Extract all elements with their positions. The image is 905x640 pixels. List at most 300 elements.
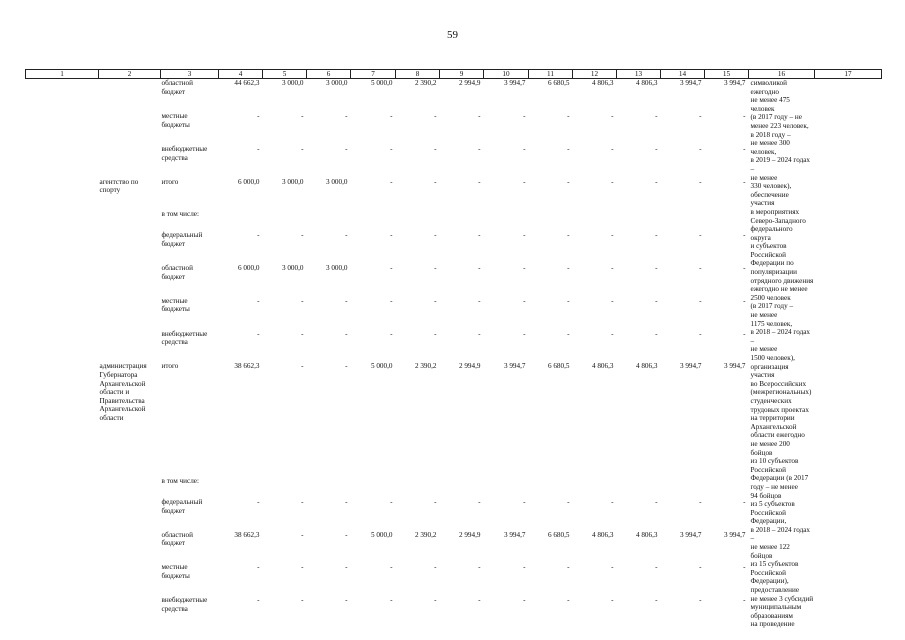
- value-cell: -: [301, 362, 304, 371]
- result-description-cell: [749, 79, 815, 630]
- budget-table: [25, 69, 882, 629]
- value-cell: 6 000,0: [237, 177, 260, 186]
- value-cell: -: [257, 144, 260, 153]
- value-cell: -: [611, 497, 614, 506]
- empty-cell: [26, 477, 99, 498]
- value-cell: 4 806,3: [591, 362, 614, 371]
- value-cell: -: [743, 112, 746, 121]
- value-cell: [484, 210, 529, 231]
- empty-cell: [26, 178, 99, 211]
- note-line: 330 человек),: [750, 182, 792, 191]
- empty-cell: [26, 531, 99, 564]
- value-cell: -: [699, 497, 702, 506]
- organization-cell: [99, 596, 161, 629]
- value-cell: -: [655, 497, 658, 506]
- value-cell: 3 994,7: [503, 79, 526, 87]
- value-cell: -: [301, 596, 304, 605]
- funding-source-cell: в том числе:: [161, 477, 199, 486]
- empty-cell: [26, 112, 99, 145]
- column-header: 2: [99, 70, 161, 79]
- value-cell: [617, 477, 661, 498]
- note-line: организация участия: [750, 362, 789, 380]
- empty-cell: [26, 210, 99, 231]
- value-cell: -: [434, 563, 437, 572]
- value-cell: -: [523, 177, 526, 186]
- value-cell: -: [390, 144, 393, 153]
- value-cell: -: [523, 296, 526, 305]
- value-cell: -: [301, 530, 304, 539]
- value-cell: -: [611, 231, 614, 240]
- empty-cell: [26, 264, 99, 297]
- value-cell: -: [390, 329, 393, 338]
- value-cell: -: [655, 264, 658, 273]
- value-cell: -: [567, 144, 570, 153]
- value-cell: -: [478, 596, 481, 605]
- column-header: 8: [396, 70, 440, 79]
- value-cell: -: [743, 329, 746, 338]
- note-line: Федерации (в 2017: [750, 474, 809, 483]
- table-row: [26, 79, 882, 113]
- value-cell: -: [390, 264, 393, 273]
- note-line: символикой ежегодно: [750, 79, 787, 96]
- note-line: из 5 субъектов: [750, 500, 795, 509]
- value-cell: -: [743, 497, 746, 506]
- funding-source-cell: внебюджетные средства: [161, 329, 208, 347]
- column-header: 12: [573, 70, 617, 79]
- value-cell: -: [611, 596, 614, 605]
- note-line: Российской: [750, 568, 786, 577]
- note-line: не менее: [750, 345, 778, 354]
- empty-cell: [26, 330, 99, 363]
- organization-cell: [99, 330, 161, 363]
- value-cell: [219, 210, 263, 231]
- value-cell: 3 994,7: [679, 362, 702, 371]
- value-cell: 3 000,0: [325, 177, 348, 186]
- value-cell: -: [390, 296, 393, 305]
- value-cell: [263, 210, 307, 231]
- value-cell: -: [390, 596, 393, 605]
- value-cell: -: [478, 329, 481, 338]
- value-cell: [617, 210, 661, 231]
- value-cell: -: [523, 596, 526, 605]
- note-line: (в 2017 году –: [750, 302, 794, 311]
- value-cell: [440, 210, 484, 231]
- funding-source-cell: федеральный бюджет: [161, 231, 203, 248]
- column-header: 5: [263, 70, 307, 79]
- value-cell: -: [699, 296, 702, 305]
- empty-cell: [26, 362, 99, 477]
- value-cell: 4 806,3: [635, 79, 658, 87]
- organization-cell: агентство по спорту: [99, 177, 139, 195]
- empty-cell: [26, 79, 99, 113]
- funding-source-cell: итого: [161, 177, 179, 186]
- value-cell: [529, 477, 573, 498]
- value-cell: -: [743, 596, 746, 605]
- value-cell: -: [699, 144, 702, 153]
- organization-cell: [99, 477, 161, 498]
- value-cell: -: [567, 497, 570, 506]
- empty-cell: [26, 596, 99, 629]
- value-cell: -: [434, 177, 437, 186]
- value-cell: -: [257, 596, 260, 605]
- organization-cell: [99, 297, 161, 330]
- column-header: 6: [307, 70, 351, 79]
- note-line: студенческих: [750, 396, 792, 405]
- value-cell: -: [611, 264, 614, 273]
- column-header: 7: [351, 70, 396, 79]
- value-cell: -: [567, 231, 570, 240]
- organization-cell: [99, 231, 161, 264]
- value-cell: -: [434, 329, 437, 338]
- note-line: в 2019 – 2024 годах –: [750, 156, 811, 173]
- value-cell: -: [434, 497, 437, 506]
- value-cell: -: [301, 231, 304, 240]
- column-header: 17: [815, 70, 882, 79]
- note-line: Северо-Западного: [750, 216, 806, 225]
- table-header-row: [26, 70, 882, 79]
- value-cell: [351, 477, 396, 498]
- note-line: не менее 475 человек: [750, 96, 790, 113]
- value-cell: [396, 210, 440, 231]
- note-line: федерального округа: [750, 225, 793, 242]
- value-cell: -: [390, 497, 393, 506]
- value-cell: 38 662,3: [234, 530, 260, 539]
- value-cell: [705, 210, 749, 231]
- value-cell: -: [655, 296, 658, 305]
- value-cell: 3 994,7: [679, 530, 702, 539]
- value-cell: [661, 210, 705, 231]
- value-cell: -: [345, 329, 348, 338]
- value-cell: 2 994,9: [458, 79, 481, 87]
- column-header: 1: [26, 70, 99, 79]
- value-cell: -: [434, 112, 437, 121]
- value-cell: -: [301, 563, 304, 572]
- note-line: предоставление: [750, 586, 800, 595]
- value-cell: -: [345, 596, 348, 605]
- value-cell: -: [478, 563, 481, 572]
- note-line: менее 223 человек,: [750, 121, 809, 130]
- value-cell: -: [743, 563, 746, 572]
- value-cell: [396, 477, 440, 498]
- value-cell: -: [699, 329, 702, 338]
- note-line: обеспечение участия: [750, 190, 789, 208]
- column-header: 15: [705, 70, 749, 79]
- funding-source-cell: областной бюджет: [161, 530, 193, 548]
- value-cell: -: [567, 596, 570, 605]
- note-line: во Всероссийских: [750, 379, 807, 388]
- value-cell: [705, 477, 749, 498]
- value-cell: -: [523, 112, 526, 121]
- value-cell: -: [743, 177, 746, 186]
- note-line: не менее: [750, 173, 778, 182]
- note-line: и субъектов: [750, 242, 787, 251]
- value-cell: -: [257, 563, 260, 572]
- value-cell: -: [257, 329, 260, 338]
- value-cell: -: [523, 329, 526, 338]
- value-cell: 2 994,9: [458, 530, 481, 539]
- value-cell: 4 806,3: [591, 79, 614, 87]
- value-cell: -: [523, 264, 526, 273]
- empty-cell: [26, 231, 99, 264]
- value-cell: -: [611, 144, 614, 153]
- value-cell: -: [611, 296, 614, 305]
- funding-source-cell: в том числе:: [161, 210, 199, 219]
- value-cell: -: [257, 112, 260, 121]
- value-cell: -: [523, 497, 526, 506]
- note-line: муниципальным: [750, 603, 802, 612]
- value-cell: -: [257, 296, 260, 305]
- value-cell: -: [478, 231, 481, 240]
- value-cell: -: [345, 144, 348, 153]
- value-cell: -: [699, 231, 702, 240]
- value-cell: 3 000,0: [325, 79, 348, 87]
- funding-source-cell: федеральный бюджет: [161, 497, 203, 515]
- value-cell: -: [655, 563, 658, 572]
- note-line: (межрегиональных): [750, 388, 812, 397]
- funding-source-cell: областной бюджет: [161, 79, 193, 96]
- value-cell: 4 806,3: [635, 362, 658, 371]
- empty-cell: [815, 79, 882, 630]
- organization-cell: [99, 112, 161, 145]
- note-line: Архангельской: [750, 422, 797, 431]
- empty-cell: [26, 297, 99, 330]
- value-cell: -: [567, 112, 570, 121]
- value-cell: -: [301, 112, 304, 121]
- empty-cell: [26, 145, 99, 178]
- value-cell: 3 994,7: [679, 79, 702, 87]
- value-cell: 5 000,0: [370, 530, 393, 539]
- column-header: 10: [484, 70, 529, 79]
- value-cell: -: [699, 264, 702, 273]
- value-cell: 3 000,0: [281, 264, 304, 273]
- funding-source-cell: местные бюджеты: [161, 563, 190, 581]
- value-cell: -: [301, 497, 304, 506]
- funding-source-cell: местные бюджеты: [161, 296, 190, 314]
- value-cell: 5 000,0: [370, 79, 393, 87]
- value-cell: -: [523, 144, 526, 153]
- note-line: популяризации: [750, 268, 797, 277]
- value-cell: 38 662,3: [234, 362, 260, 371]
- value-cell: -: [345, 530, 348, 539]
- value-cell: -: [301, 296, 304, 305]
- value-cell: [573, 210, 617, 231]
- organization-cell: [99, 563, 161, 596]
- note-line: 1175 человек,: [750, 319, 793, 328]
- column-header: 13: [617, 70, 661, 79]
- value-cell: [219, 477, 263, 498]
- note-line: трудовых проектах: [750, 405, 809, 414]
- value-cell: -: [345, 296, 348, 305]
- value-cell: -: [655, 231, 658, 240]
- organization-cell: [99, 264, 161, 297]
- value-cell: -: [611, 112, 614, 121]
- value-cell: 2 994,9: [458, 362, 481, 371]
- value-cell: 4 806,3: [635, 530, 658, 539]
- note-line: в мероприятиях: [750, 207, 800, 216]
- value-cell: -: [699, 563, 702, 572]
- value-cell: -: [655, 177, 658, 186]
- value-cell: -: [611, 563, 614, 572]
- value-cell: -: [478, 264, 481, 273]
- note-line: Федерации по: [750, 259, 794, 268]
- note-line: в 2018 – 2024 годах –: [750, 525, 811, 543]
- column-header: 9: [440, 70, 484, 79]
- value-cell: 3 994,7: [503, 362, 526, 371]
- column-header: 3: [161, 70, 219, 79]
- note-line: Российской: [750, 465, 786, 474]
- value-cell: -: [345, 231, 348, 240]
- empty-cell: [26, 498, 99, 531]
- value-cell: [263, 477, 307, 498]
- value-cell: [307, 477, 351, 498]
- value-cell: [529, 210, 573, 231]
- value-cell: -: [699, 177, 702, 186]
- value-cell: [307, 210, 351, 231]
- note-line: ежегодно не менее: [750, 285, 808, 294]
- value-cell: -: [655, 144, 658, 153]
- value-cell: -: [345, 362, 348, 371]
- value-cell: -: [699, 112, 702, 121]
- value-cell: -: [301, 329, 304, 338]
- value-cell: -: [567, 296, 570, 305]
- value-cell: -: [567, 264, 570, 273]
- value-cell: 3 994,7: [723, 362, 746, 371]
- value-cell: 4 806,3: [591, 530, 614, 539]
- value-cell: -: [611, 329, 614, 338]
- value-cell: -: [567, 329, 570, 338]
- funding-source-cell: местные бюджеты: [161, 112, 190, 129]
- value-cell: 2 390,2: [414, 530, 437, 539]
- value-cell: 6 680,5: [547, 530, 570, 539]
- value-cell: -: [434, 231, 437, 240]
- value-cell: 6 000,0: [237, 264, 260, 273]
- value-cell: -: [478, 296, 481, 305]
- organization-cell: администрация Губернатора Архангельской области и Правительства Архангельской области: [99, 362, 147, 422]
- value-cell: -: [567, 563, 570, 572]
- organization-cell: [99, 498, 161, 531]
- value-cell: -: [390, 177, 393, 186]
- note-line: не менее 122 бойцов: [750, 543, 790, 560]
- note-line: на проведение: [750, 620, 795, 629]
- note-line: отрядного движения: [750, 276, 814, 285]
- value-cell: -: [390, 231, 393, 240]
- column-header: 14: [661, 70, 705, 79]
- empty-cell: [26, 563, 99, 596]
- value-cell: -: [434, 264, 437, 273]
- value-cell: -: [257, 497, 260, 506]
- value-cell: [351, 210, 396, 231]
- note-line: на территории: [750, 414, 795, 423]
- value-cell: [573, 477, 617, 498]
- value-cell: -: [434, 596, 437, 605]
- value-cell: -: [478, 144, 481, 153]
- value-cell: -: [345, 497, 348, 506]
- organization-cell: [99, 210, 161, 231]
- value-cell: -: [523, 563, 526, 572]
- page-number: 59: [447, 29, 458, 41]
- note-line: не менее 200 бойцов: [750, 439, 790, 457]
- value-cell: 3 994,7: [723, 79, 746, 87]
- note-line: не менее 3 субсидий: [750, 594, 814, 603]
- note-line: 2500 человек: [750, 293, 791, 302]
- funding-source-cell: внебюджетные средства: [161, 596, 208, 613]
- note-line: году – не менее: [750, 482, 798, 491]
- note-line: Федерации),: [750, 577, 789, 586]
- value-cell: 3 000,0: [325, 264, 348, 273]
- value-cell: -: [743, 144, 746, 153]
- note-line: из 10 субъектов: [750, 457, 799, 466]
- value-cell: -: [390, 112, 393, 121]
- organization-cell: [99, 145, 161, 178]
- value-cell: -: [743, 231, 746, 240]
- column-header: 11: [529, 70, 573, 79]
- organization-cell: [99, 79, 161, 113]
- value-cell: -: [567, 177, 570, 186]
- value-cell: -: [434, 296, 437, 305]
- value-cell: -: [743, 296, 746, 305]
- note-line: не менее: [750, 311, 778, 320]
- value-cell: 2 390,2: [414, 362, 437, 371]
- value-cell: [661, 477, 705, 498]
- value-cell: 6 680,5: [547, 362, 570, 371]
- note-line: образованиям: [750, 611, 793, 620]
- note-line: области ежегодно: [750, 431, 805, 440]
- column-header: 16: [749, 70, 815, 79]
- value-cell: -: [434, 144, 437, 153]
- value-cell: -: [390, 563, 393, 572]
- note-line: не менее 300 человек,: [750, 139, 790, 156]
- note-line: Федерации,: [750, 517, 787, 526]
- value-cell: 44 662,3: [234, 79, 260, 87]
- value-cell: -: [655, 596, 658, 605]
- note-line: в 2018 – 2024 годах –: [750, 328, 811, 345]
- value-cell: -: [478, 112, 481, 121]
- note-line: Российской: [750, 250, 786, 259]
- value-cell: -: [743, 264, 746, 273]
- column-header: 4: [219, 70, 263, 79]
- funding-source-cell: внебюджетные средства: [161, 144, 208, 162]
- value-cell: -: [478, 497, 481, 506]
- value-cell: 3 000,0: [281, 177, 304, 186]
- value-cell: -: [655, 112, 658, 121]
- value-cell: -: [345, 112, 348, 121]
- note-line: (в 2017 году – не: [750, 113, 802, 122]
- organization-cell: [99, 531, 161, 564]
- value-cell: 3 994,7: [503, 530, 526, 539]
- value-cell: 5 000,0: [370, 362, 393, 371]
- value-cell: 3 000,0: [281, 79, 304, 87]
- value-cell: -: [699, 596, 702, 605]
- note-line: Российской: [750, 508, 786, 517]
- value-cell: 2 390,2: [414, 79, 437, 87]
- value-cell: -: [611, 177, 614, 186]
- value-cell: 6 680,5: [547, 79, 570, 87]
- value-cell: -: [655, 329, 658, 338]
- note-line: из 15 субъектов: [750, 560, 799, 569]
- value-cell: -: [257, 231, 260, 240]
- value-cell: -: [523, 231, 526, 240]
- value-cell: -: [301, 144, 304, 153]
- note-line: в 2018 году –: [750, 130, 791, 139]
- note-line: 1500 человек),: [750, 354, 795, 362]
- value-cell: 3 994,7: [723, 530, 746, 539]
- funding-source-cell: областной бюджет: [161, 264, 193, 281]
- value-cell: [440, 477, 484, 498]
- value-cell: [484, 477, 529, 498]
- funding-source-cell: итого: [161, 362, 179, 371]
- value-cell: -: [478, 177, 481, 186]
- note-line: 94 бойцов: [750, 491, 782, 500]
